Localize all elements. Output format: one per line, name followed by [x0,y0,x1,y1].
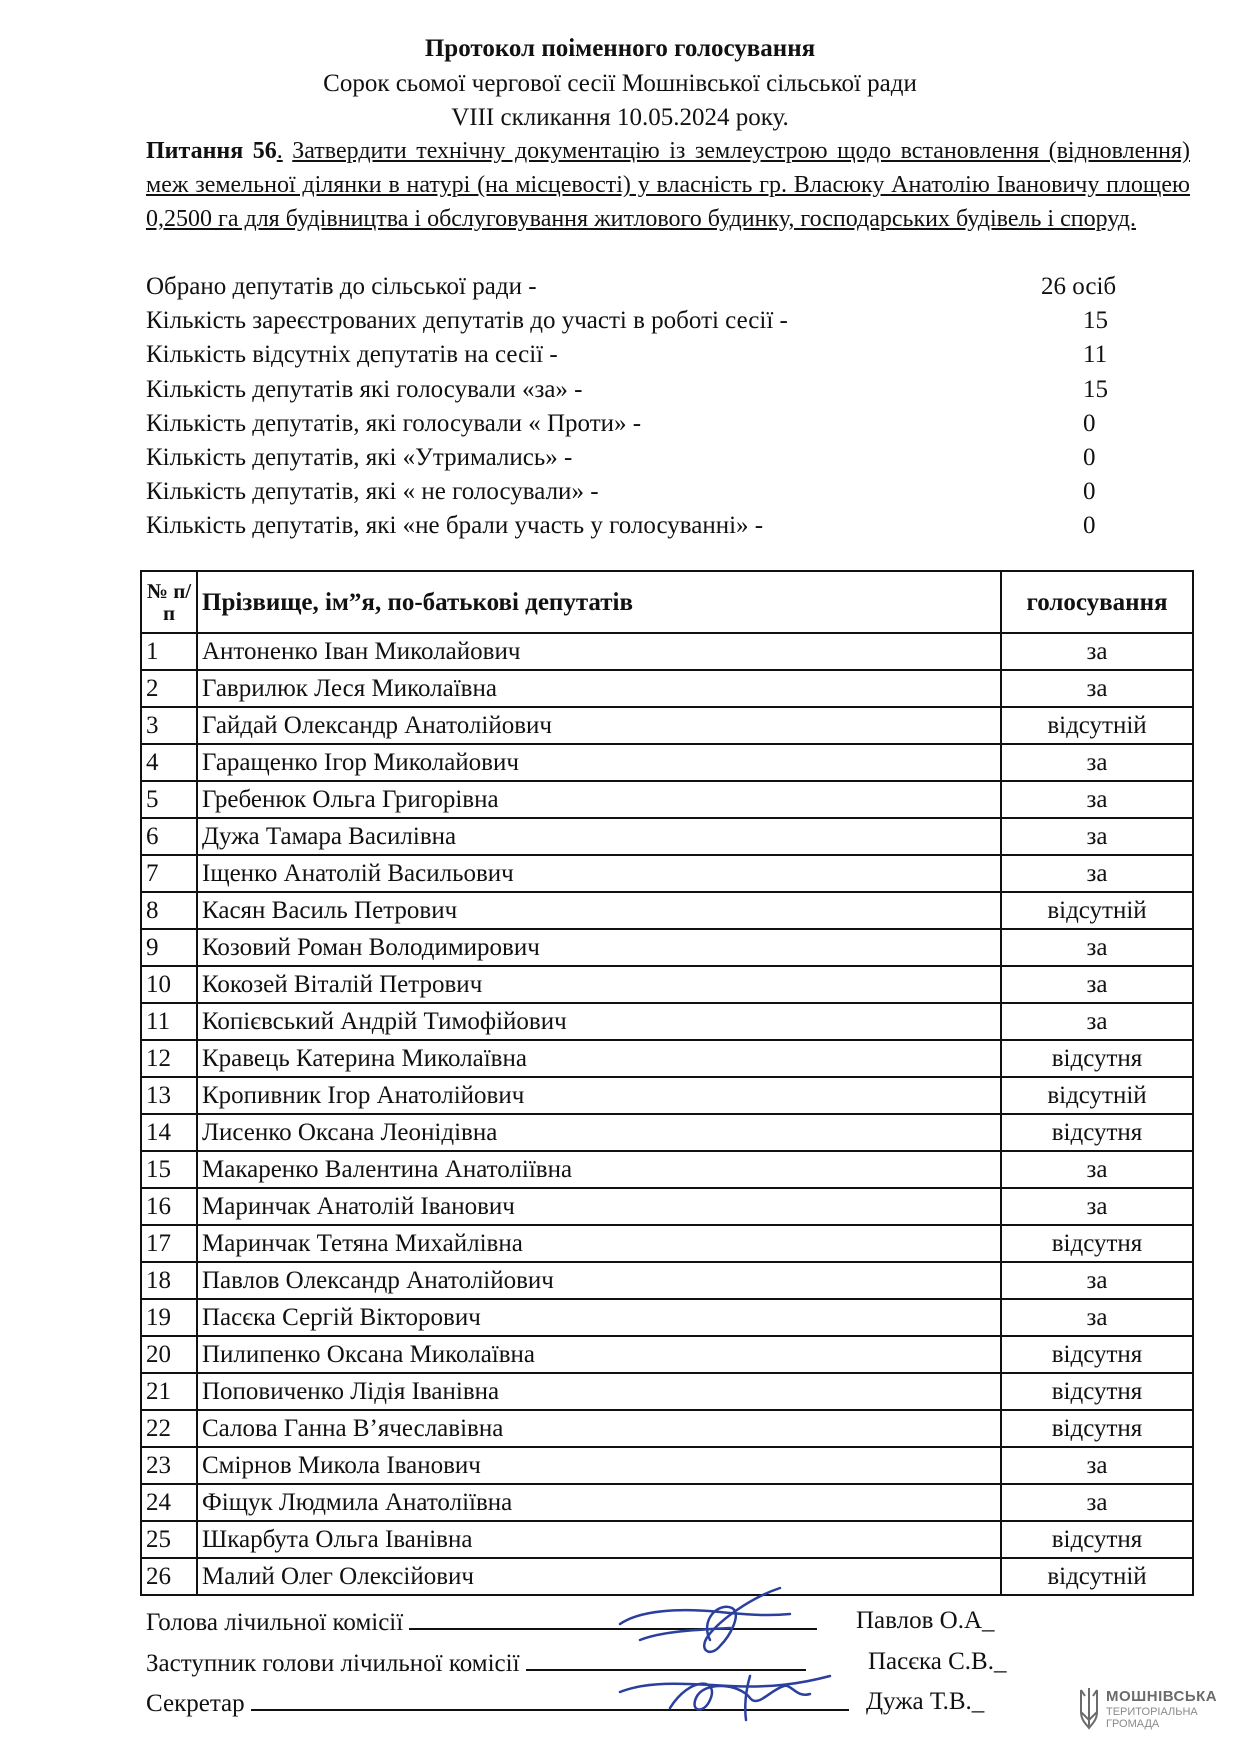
stat-label: Кількість депутатів які голосували «за» - [146,375,583,403]
table-row [141,1484,1193,1521]
deputy-name: Фіщук Людмила Анатоліївна [197,1484,1001,1521]
vote-result: за [1001,1447,1193,1484]
signature-role: Заступник голови лічильної комісії [146,1650,520,1677]
signature-role: Голова лічильної комісії [146,1609,404,1636]
deputy-name: Дужа Тамара Василівна [197,818,1001,855]
deputy-name: Іщенко Анатолій Васильович [197,855,1001,892]
stat-label: Кількість відсутніх депутатів на сесії - [146,341,558,369]
community-logo [1078,1686,1228,1736]
deputy-name: Пасєка Сергій Вікторович [197,1299,1001,1336]
vote-result: відсутня [1001,1114,1193,1151]
row-number: 10 [141,966,197,1003]
table-row [141,633,1193,670]
deputy-name: Павлов Олександр Анатолійович [197,1262,1001,1299]
table-row [141,781,1193,818]
row-number: 3 [141,707,197,744]
stat-row [146,441,1190,475]
table-row [141,670,1193,707]
signature-name: Дужа Т.В._ [866,1688,985,1715]
stat-row [146,475,1190,509]
vote-result: за [1001,1299,1193,1336]
vote-result: відсутня [1001,1521,1193,1558]
stat-value: 15 [1083,375,1108,403]
vote-result: за [1001,744,1193,781]
deputy-name: Пилипенко Оксана Миколаївна [197,1336,1001,1373]
row-number: 18 [141,1262,197,1299]
table-row [141,1225,1193,1262]
table-row [141,855,1193,892]
row-number: 7 [141,855,197,892]
deputy-name: Лисенко Оксана Леонідівна [197,1114,1001,1151]
table-row [141,1262,1193,1299]
stat-value: 0 [1083,444,1096,471]
stat-label: Кількість депутатів, які «Утримались» - [146,444,573,471]
row-number: 4 [141,744,197,781]
vote-result: за [1001,633,1193,670]
vote-result: відсутня [1001,1225,1193,1262]
signature-name: Павлов О.А_ [856,1607,995,1634]
vote-result: за [1001,1151,1193,1188]
signature-name: Пасєка С.В._ [868,1648,1007,1675]
row-number: 21 [141,1373,197,1410]
row-number: 1 [141,633,197,670]
question-text: Затвердити технічну документацію із землеустрою щодо встановлення (відновлення) меж земельної ділянки в натурі (на місцевості) у власність гр. Власюку Анатолію Івановичу площею 0,2500 га для будівництва і обслуговування житлового будинку, господарських будівель і споруд. [146,138,1191,232]
vote-result: за [1001,781,1193,818]
table-row [141,929,1193,966]
table-row [141,1299,1193,1336]
trident-icon [1078,1686,1100,1732]
row-number: 22 [141,1410,197,1447]
vote-result: за [1001,966,1193,1003]
vote-result: за [1001,1003,1193,1040]
table-row [141,1077,1193,1114]
row-number: 16 [141,1188,197,1225]
deputy-name: Шкарбута Ольга Іванівна [197,1521,1001,1558]
vote-result: за [1001,855,1193,892]
stat-value: 0 [1083,478,1096,506]
handwritten-signature [600,1580,880,1730]
table-row [141,1003,1193,1040]
row-number: 24 [141,1484,197,1521]
stat-label: Обрано депутатів до сільської ради - [146,273,537,300]
row-number: 13 [141,1077,197,1114]
deputy-name: Кравець Катерина Миколаївна [197,1040,1001,1077]
vote-result: відсутня [1001,1336,1193,1373]
stat-value: 15 [1083,307,1108,335]
header-vote: голосування [1001,571,1193,633]
deputy-name: Салова Ганна В’ячеславівна [197,1410,1001,1447]
table-row [141,1114,1193,1151]
deputy-name: Копієвський Андрій Тимофійович [197,1003,1001,1040]
logo-subtitle: ТЕРИТОРІАЛЬНА [1106,1706,1198,1718]
vote-result: за [1001,818,1193,855]
row-number: 12 [141,1040,197,1077]
vote-result: за [1001,670,1193,707]
row-number: 20 [141,1336,197,1373]
stat-value: 11 [1083,341,1108,369]
deputy-name: Кокозей Віталій Петрович [197,966,1001,1003]
question-number: Питання 56 [146,138,277,164]
deputy-name: Малий Олег Олексійович [197,1558,1001,1595]
logo-title: МОШНІВСЬКА [1106,1688,1218,1705]
stat-row [146,338,1190,372]
table-row [141,892,1193,929]
table-header-row [141,571,1193,633]
table-row [141,818,1193,855]
deputy-name: Козовий Роман Володимирович [197,929,1001,966]
vote-result: відсутній [1001,1077,1193,1114]
deputy-name: Антоненко Іван Миколайович [197,633,1001,670]
row-number: 5 [141,781,197,818]
deputy-name: Гаврилюк Леся Миколаївна [197,670,1001,707]
row-number: 14 [141,1114,197,1151]
deputy-name: Смірнов Микола Іванович [197,1447,1001,1484]
agenda-question: Питання 56. Затвердити технічну документацію із землеустрою щодо встановлення (відновлення) меж земельної ділянки в натурі (на місцевості) у власність гр. Власюку Анатолію Івановичу площею 0,2500 га для будівництва і обслуговування житлового будинку, господарських будівель і споруд. [146,138,1191,232]
logo-subtitle-2: ГРОМАДА [1106,1718,1160,1730]
table-row [141,1188,1193,1225]
row-number: 9 [141,929,197,966]
session-title: Сорок сьомої чергової сесії Мошнівської сільської ради [323,70,917,97]
row-number: 15 [141,1151,197,1188]
table-row [141,966,1193,1003]
row-number: 23 [141,1447,197,1484]
stat-row [146,373,1190,407]
row-number: 19 [141,1299,197,1336]
convocation-date: VIII скликання 10.05.2024 року. [451,104,789,131]
vote-result: за [1001,1484,1193,1521]
row-number: 25 [141,1521,197,1558]
vote-result: відсутній [1001,892,1193,929]
table-row [141,1410,1193,1447]
vote-result: відсутня [1001,1040,1193,1077]
row-number: 26 [141,1558,197,1595]
vote-result: відсутня [1001,1410,1193,1447]
stat-label: Кількість зареєстрованих депутатів до участі в роботі сесії - [146,307,788,335]
deputy-name: Маринчак Тетяна Михайлівна [197,1225,1001,1262]
row-number: 2 [141,670,197,707]
table-row [141,1336,1193,1373]
vote-result: за [1001,1188,1193,1225]
table-row [141,1447,1193,1484]
stat-value: 26 осіб [1041,273,1117,300]
header-name: Прізвище, ім”я, по-батькові депутатів [197,571,1001,633]
row-number: 11 [141,1003,197,1040]
deputy-name: Гайдай Олександр Анатолійович [197,707,1001,744]
row-number: 17 [141,1225,197,1262]
table-row [141,1373,1193,1410]
deputy-name: Маринчак Анатолій Іванович [197,1188,1001,1225]
deputy-name: Поповиченко Лідія Іванівна [197,1373,1001,1410]
vote-result: за [1001,929,1193,966]
deputy-name: Кропивник Ігор Анатолійович [197,1077,1001,1114]
stat-row [146,304,1190,338]
deputy-name: Макаренко Валентина Анатоліївна [197,1151,1001,1188]
table-row [141,1151,1193,1188]
document-title: Протокол поіменного голосування [424,35,816,62]
deputy-name: Касян Василь Петрович [197,892,1001,929]
stat-row [146,407,1190,441]
stat-label: Кількість депутатів, які «не брали участь у голосуванні» - [146,512,764,540]
stat-label: Кількість депутатів, які « не голосували» - [146,478,599,506]
vote-result: відсутній [1001,707,1193,744]
deputy-name: Гребенюк Ольга Григорівна [197,781,1001,818]
stat-row [146,270,1190,304]
table-row [141,1040,1193,1077]
table-row [141,707,1193,744]
row-number: 6 [141,818,197,855]
stat-value: 0 [1083,409,1096,437]
vote-result: відсутній [1001,1558,1193,1595]
stat-label: Кількість депутатів, які голосували « Проти» - [146,409,642,437]
roll-call-table [140,570,1194,1596]
vote-result: за [1001,1262,1193,1299]
signature-role: Секретар [146,1690,245,1717]
table-row [141,744,1193,781]
table-row [141,1521,1193,1558]
stat-row [146,509,1190,543]
vote-result: відсутня [1001,1373,1193,1410]
header-number: № п/п [141,571,197,633]
deputy-name: Гаращенко Ігор Миколайович [197,744,1001,781]
row-number: 8 [141,892,197,929]
stat-value: 0 [1083,512,1096,540]
